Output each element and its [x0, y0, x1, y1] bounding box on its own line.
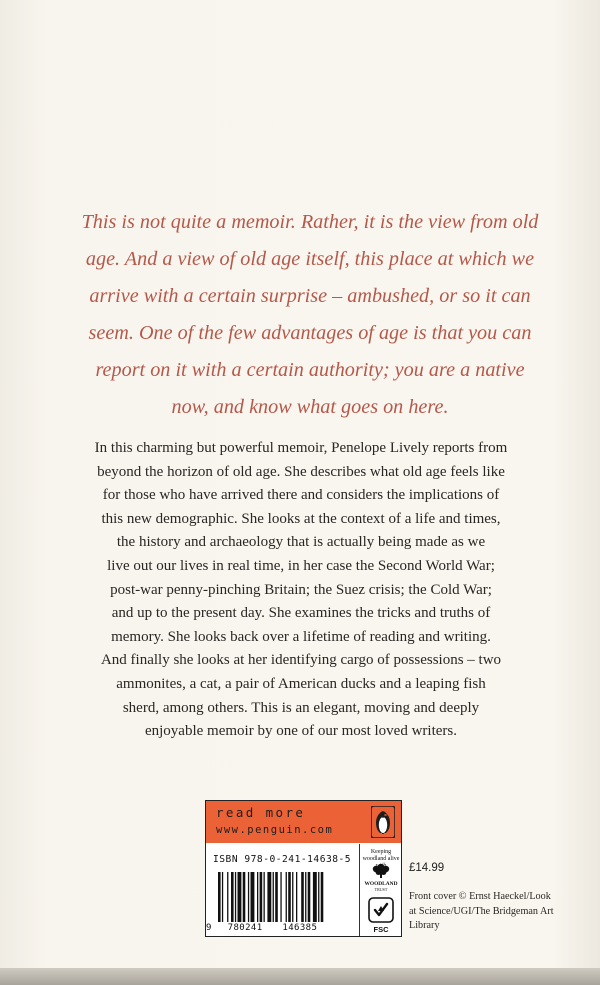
barcode-bar — [318, 872, 319, 922]
blurb-line: sherd, among others. This is an elegant, moving and deeply — [122, 699, 480, 716]
woodland-tagline: Keeping woodland alive — [362, 849, 400, 862]
barcode-bar — [286, 872, 287, 922]
quote-line: now, and know what goes on here. — [171, 396, 449, 418]
barcode-bar — [292, 872, 293, 922]
credit-line: Library — [409, 920, 440, 932]
barcode-bar — [257, 872, 258, 922]
barcode-bar — [260, 872, 263, 922]
quote-line: report on it with a certain authority; you are a native — [95, 359, 525, 381]
quote-line: seem. One of the few advantages of age is that you can — [88, 322, 532, 344]
quote-line: This is not quite a memoir. Rather, it is the view from old — [81, 211, 539, 233]
woodland-trust-sub: TRUST — [374, 887, 388, 892]
isbn-number: ISBN 978-0-241-14638-5 — [213, 854, 352, 865]
barcode-left-digits: 780241 — [227, 923, 263, 933]
barcode-bar — [321, 872, 324, 922]
barcode-bar — [305, 872, 306, 922]
barcode-bar — [267, 872, 271, 922]
blurb-line: live out our lives in real time, in her case the Second World War; — [107, 557, 495, 574]
blurb-line: this new demographic. She looks at the context of a life and times, — [101, 510, 501, 527]
read-more-band — [206, 801, 401, 843]
blurb-line: ammonites, a cat, a pair of American ducks and a leaping fish — [116, 675, 486, 692]
barcode-bar — [275, 872, 278, 922]
barcode-right-digits: 146385 — [282, 923, 318, 933]
woodland-trust-name: WOODLAND — [364, 881, 398, 887]
book-description — [70, 437, 532, 744]
barcode-bar — [273, 872, 274, 922]
barcode-bar — [218, 872, 221, 922]
penguin-url[interactable]: www.penguin.com — [216, 824, 334, 836]
blurb-line: the history and archaeology that is actually being made as we — [116, 534, 486, 551]
barcode-bar — [238, 872, 242, 922]
blurb-line: beyond the horizon of old age. She describes what old age feels like — [97, 463, 505, 480]
blurb-line: post-war penny-pinching Britain; the Suez crisis; the Cold War; — [110, 581, 492, 598]
isbn-panel — [205, 800, 402, 937]
tree-icon — [370, 863, 392, 879]
barcode-bar — [231, 872, 234, 922]
barcode-bar — [251, 872, 255, 922]
blurb-line: and up to the present day. She examines the tricks and truths of — [111, 605, 491, 622]
barcode-bar — [248, 872, 249, 922]
blurb-line: In this charming but powerful memoir, Penelope Lively reports from — [94, 440, 508, 456]
barcode-bar — [280, 872, 281, 922]
page-edge-shadow — [0, 968, 600, 985]
barcode-bar — [235, 872, 236, 922]
blurb-line: for those who have arrived there and considers the implications of — [102, 487, 500, 504]
barcode-bar — [222, 872, 223, 922]
barcode-first-digit: 9 — [206, 923, 212, 933]
barcode-bar — [296, 872, 297, 922]
blurb-line: And finally she looks at her identifying cargo of possessions – two — [100, 652, 502, 669]
blurb-line: memory. She looks back over a lifetime of reading and writing. — [111, 628, 491, 645]
pull-quote — [62, 204, 558, 426]
barcode-bar — [313, 872, 317, 922]
quote-line: age. And a view of old age itself, this place at which we — [85, 248, 535, 270]
price: £14.99 — [409, 862, 445, 874]
blurb-line: enjoyable memoir by one of our most loved writers. — [144, 723, 457, 740]
credit-line: Front cover © Ernst Haeckel/Look — [409, 891, 551, 902]
barcode-bar — [288, 872, 291, 922]
barcode-icon — [218, 872, 353, 922]
fsc-label: FSC — [373, 925, 389, 934]
barcode-bar — [301, 872, 304, 922]
quote-line: arrive with a certain surprise – ambushed, or so it can — [89, 285, 531, 307]
credit-line: at Science/UGI/The Bridgeman Art — [409, 905, 554, 917]
fsc-tree-check-icon — [368, 897, 394, 923]
barcode-bar — [308, 872, 311, 922]
barcode-bar — [227, 872, 228, 922]
penguin-logo-icon — [371, 806, 395, 838]
barcode-digits — [206, 923, 358, 933]
barcode-bar — [243, 872, 246, 922]
read-more-label: read more — [216, 805, 306, 820]
barcode-bar — [264, 872, 265, 922]
cover-credit — [409, 890, 559, 934]
